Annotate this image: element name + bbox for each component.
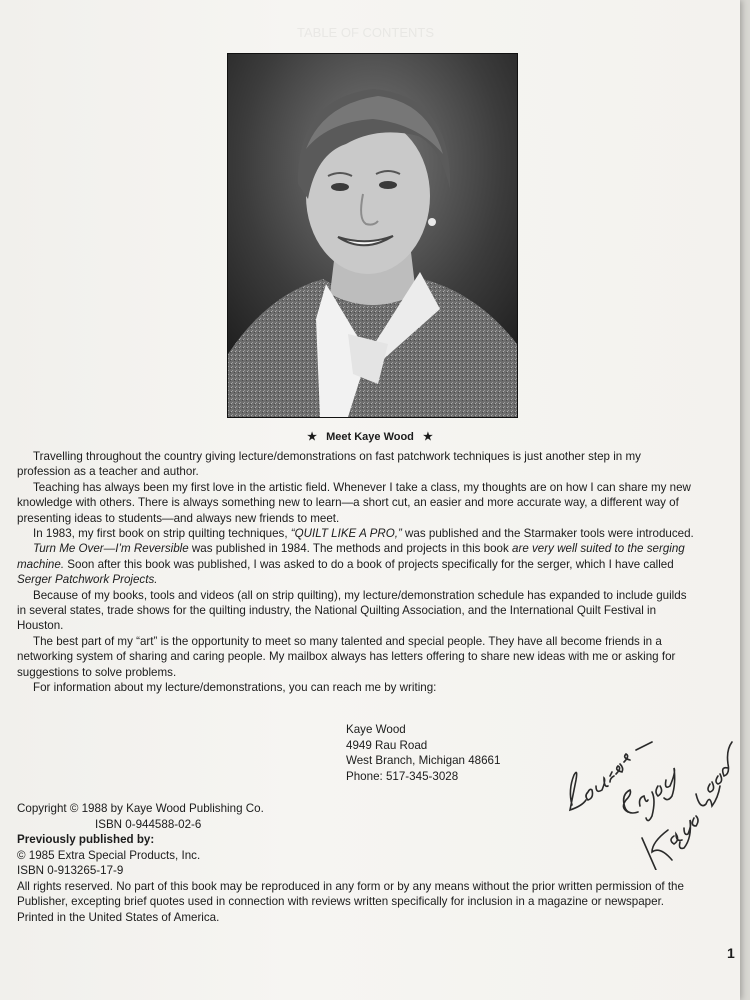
copyright-line: Copyright © 1988 by Kaye Wood Publishing Co.	[17, 802, 264, 815]
portrait-image	[228, 54, 517, 417]
star-icon: ★	[307, 431, 318, 443]
isbn-line: ISBN 0-944588-02-6	[95, 817, 202, 831]
paragraph: For information about my lecture/demonstrations, you can reach me by writing:	[33, 681, 437, 695]
contact-phone: Phone: 517-345-3028	[346, 769, 459, 783]
author-portrait	[227, 53, 518, 418]
paragraph: In 1983, my first book on strip quilting techniques, “QUILT LIKE A PRO,” was published and the Starmaker tools were introduced.	[33, 527, 694, 541]
biography-text	[17, 449, 697, 696]
paragraph: Because of my books, tools and videos (all on strip quilting), my lecture/demonstration schedule has expanded to include guilds in several states, trade shows for the quilting industry, the National Quilting Association, and the International Quilt Festival in Houston.	[17, 588, 687, 633]
page-number: 1	[727, 945, 735, 961]
previously-published: Previously published by:	[17, 833, 155, 846]
paragraph: Turn Me Over—I’m Reversible was published in 1984. The methods and projects in this book are very well suited to the serging machine. Soon after this book was published, I was asked to do a book of projects specifically for the serger, which I have called Serger Patchwork Projects.	[17, 542, 685, 587]
photo-caption	[0, 430, 740, 443]
copyright-line: © 1985 Extra Special Products, Inc.	[17, 848, 201, 862]
paragraph: Travelling throughout the country giving lecture/demonstrations on fast patchwork techniques is just another step in my profession as a teacher and author.	[17, 450, 641, 479]
printed-in: Printed in the United States of America.	[17, 910, 220, 924]
contact-city: West Branch, Michigan 48661	[346, 754, 501, 767]
contact-name: Kaye Wood	[346, 723, 406, 736]
star-icon: ★	[422, 431, 433, 443]
handwritten-signature	[560, 720, 740, 870]
show-through-text: TABLE OF CONTENTS	[297, 25, 434, 40]
contact-address	[346, 722, 500, 784]
paragraph: The best part of my “art” is the opportunity to meet so many talented and special people. They have all become friends in a networking system of sharing and caring people. My mailbox always has letters offering to share new ideas with me or asking for suggestions to solve problems.	[17, 634, 676, 679]
isbn-line: ISBN 0-913265-17-9	[17, 864, 124, 877]
caption-text: Meet Kaye Wood	[326, 431, 414, 443]
rights-notice: All rights reserved. No part of this book may be reproduced in any form or by any means without the prior written permission of the Publisher, excepting brief quotes used in connection with reviews written specifically for inclusion in a magazine or newspaper.	[17, 879, 684, 908]
paragraph: Teaching has always been my first love in the artistic field. Whenever I take a class, my thoughts are on how I can share my new knowledge with others. There is always something new to learn—a short cut, an easier and more accurate way, a different way of presenting ideas to students—and always new friends to meet.	[17, 480, 691, 525]
contact-street: 4949 Rau Road	[346, 738, 428, 752]
